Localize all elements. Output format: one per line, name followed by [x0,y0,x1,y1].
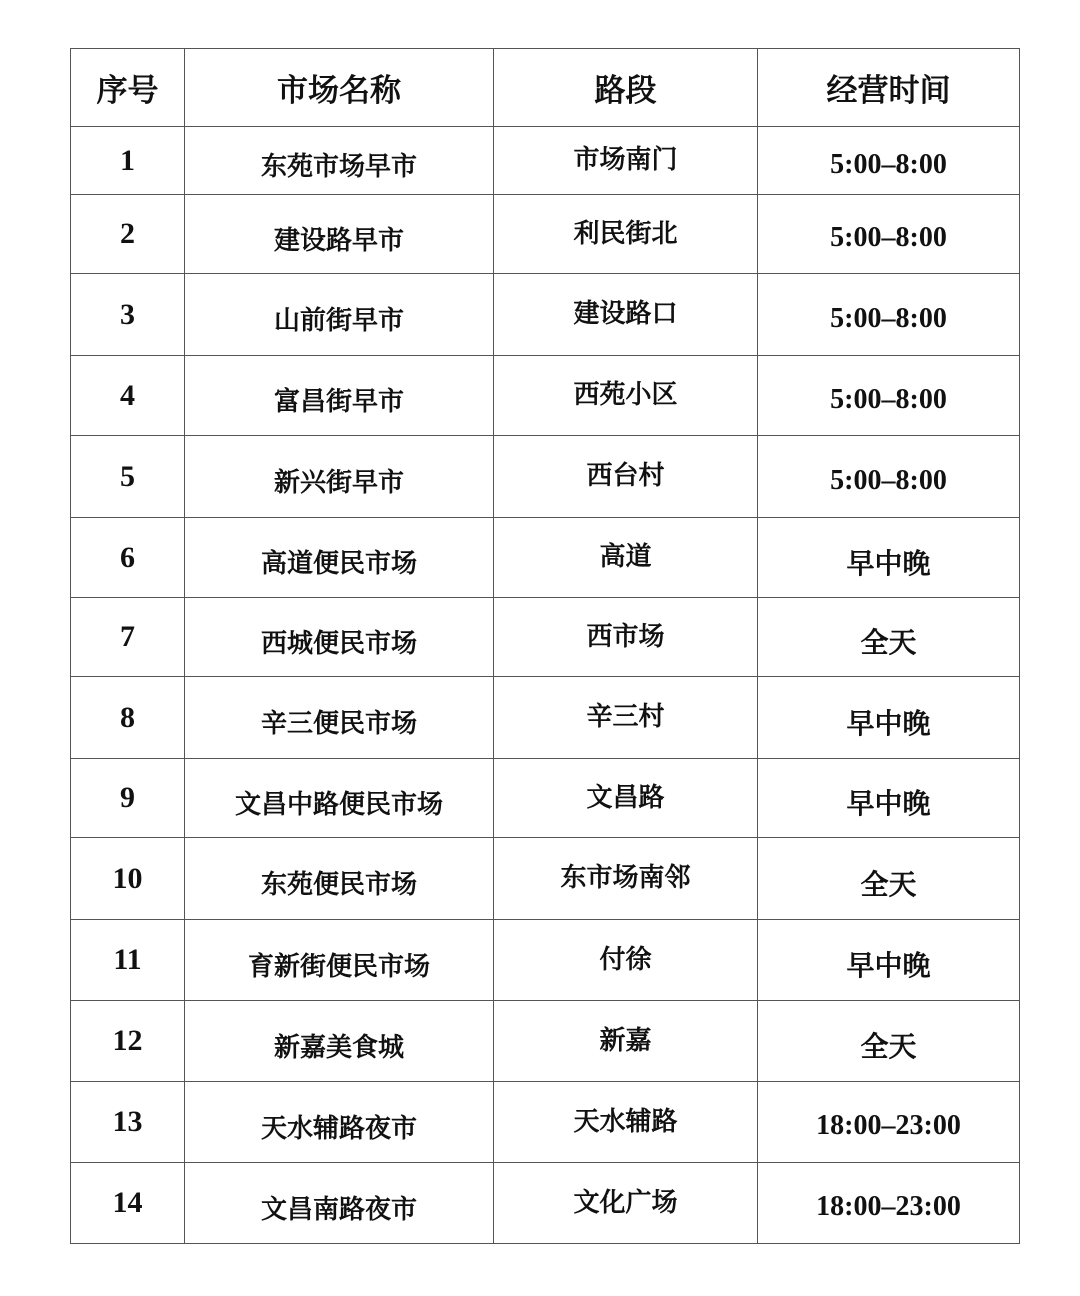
row-index: 9 [71,759,185,838]
table-row [71,436,1020,518]
hours: 5:00–8:00 [758,274,1020,356]
road-section: 文昌路 [494,759,758,838]
hours: 5:00–8:00 [758,436,1020,518]
row-index: 6 [71,518,185,598]
road-section: 文化广场 [494,1163,758,1244]
row-index: 1 [71,127,185,195]
table-row [71,1163,1020,1244]
hours: 18:00–23:00 [758,1163,1020,1244]
road-section: 西市场 [494,598,758,677]
hours: 全天 [758,1001,1020,1082]
header-row [71,49,1020,127]
hours: 早中晚 [758,518,1020,598]
row-index: 4 [71,356,185,436]
table-row [71,759,1020,838]
hours: 早中晚 [758,920,1020,1001]
table-row [71,518,1020,598]
table-row [71,920,1020,1001]
table-row [71,598,1020,677]
market-name: 新兴街早市 [185,436,494,518]
road-section: 建设路口 [494,274,758,356]
hours: 5:00–8:00 [758,195,1020,274]
market-name: 育新街便民市场 [185,920,494,1001]
hours: 5:00–8:00 [758,127,1020,195]
road-section: 辛三村 [494,677,758,759]
road-section: 西台村 [494,436,758,518]
hours: 5:00–8:00 [758,356,1020,436]
hours: 全天 [758,598,1020,677]
road-section: 高道 [494,518,758,598]
table-row [71,274,1020,356]
row-index: 14 [71,1163,185,1244]
market-name: 高道便民市场 [185,518,494,598]
market-name: 山前街早市 [185,274,494,356]
header-road-section: 路段 [494,49,758,127]
table-row [71,195,1020,274]
header-index: 序号 [71,49,185,127]
road-section: 西苑小区 [494,356,758,436]
market-name: 新嘉美食城 [185,1001,494,1082]
market-name: 东苑市场早市 [185,127,494,195]
table-row [71,1082,1020,1163]
market-table [70,48,1020,1244]
table-row [71,1001,1020,1082]
row-index: 2 [71,195,185,274]
row-index: 8 [71,677,185,759]
table-row [71,356,1020,436]
market-name: 辛三便民市场 [185,677,494,759]
row-index: 5 [71,436,185,518]
market-name: 文昌中路便民市场 [185,759,494,838]
row-index: 13 [71,1082,185,1163]
table-row [71,127,1020,195]
market-name: 西城便民市场 [185,598,494,677]
road-section: 新嘉 [494,1001,758,1082]
market-name: 富昌街早市 [185,356,494,436]
row-index: 12 [71,1001,185,1082]
market-name: 东苑便民市场 [185,838,494,920]
row-index: 11 [71,920,185,1001]
road-section: 东市场南邻 [494,838,758,920]
row-index: 3 [71,274,185,356]
hours: 早中晚 [758,759,1020,838]
hours: 18:00–23:00 [758,1082,1020,1163]
table-row [71,677,1020,759]
market-name: 建设路早市 [185,195,494,274]
road-section: 市场南门 [494,127,758,195]
header-hours: 经营时间 [758,49,1020,127]
row-index: 10 [71,838,185,920]
market-name: 文昌南路夜市 [185,1163,494,1244]
hours: 全天 [758,838,1020,920]
table-row [71,838,1020,920]
market-name: 天水辅路夜市 [185,1082,494,1163]
road-section: 利民街北 [494,195,758,274]
road-section: 天水辅路 [494,1082,758,1163]
row-index: 7 [71,598,185,677]
hours: 早中晚 [758,677,1020,759]
road-section: 付徐 [494,920,758,1001]
header-market-name: 市场名称 [185,49,494,127]
